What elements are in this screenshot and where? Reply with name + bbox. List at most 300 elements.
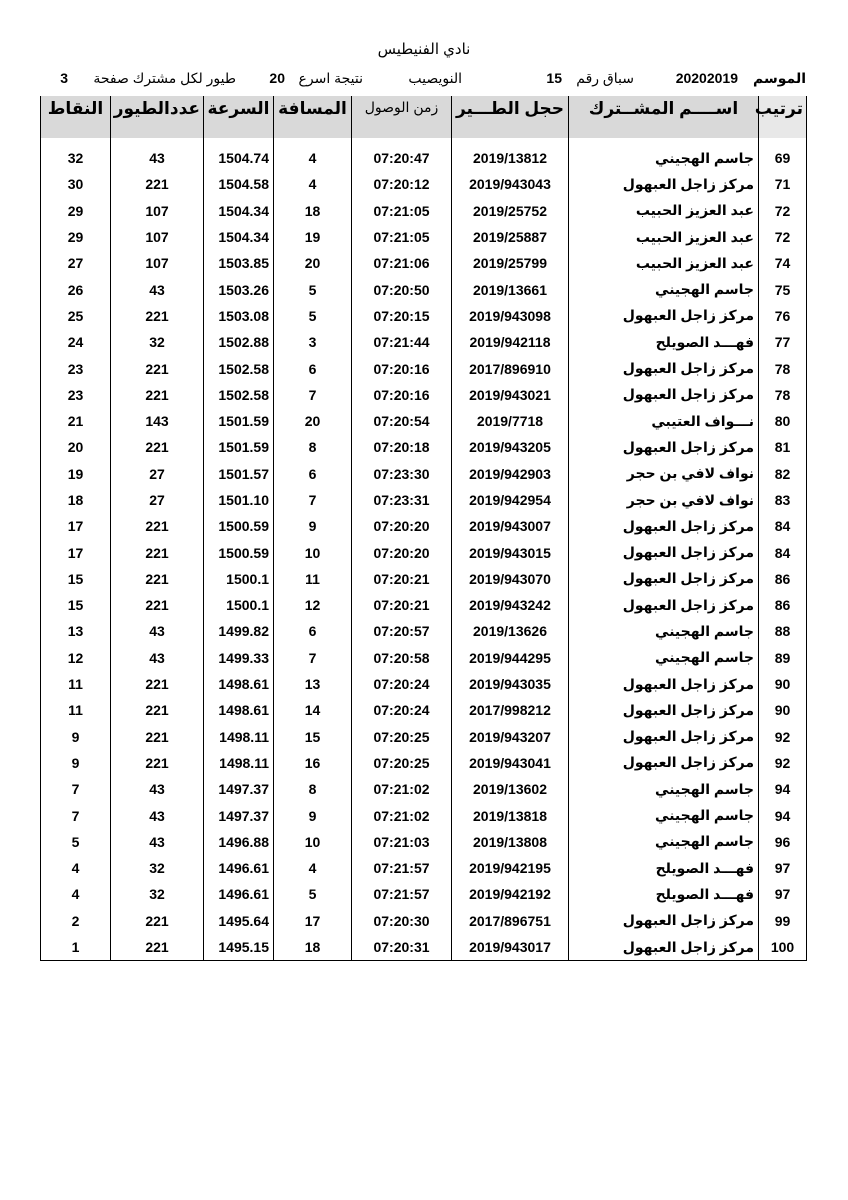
cell-time: 07:21:06: [352, 250, 452, 276]
cell-rank: 80: [759, 408, 807, 434]
cell-name: عبد العزيز الحبيب: [569, 224, 759, 250]
table-row: [41, 671, 807, 697]
cell-speed: 1500.59: [204, 539, 274, 565]
table-row: [41, 802, 807, 828]
cell-time: 07:20:57: [352, 618, 452, 644]
cell-time: 07:20:58: [352, 645, 452, 671]
col-header-distance: المسافة: [274, 96, 352, 138]
cell-rank: 82: [759, 461, 807, 487]
per-member-label: طيور لكل مشترك صفحة: [93, 70, 236, 86]
cell-distance: 18: [274, 934, 352, 961]
cell-speed: 1501.57: [204, 461, 274, 487]
cell-birds: 43: [111, 802, 204, 828]
cell-birds: 43: [111, 829, 204, 855]
cell-distance: 20: [274, 250, 352, 276]
cell-distance: 9: [274, 513, 352, 539]
cell-rank: 84: [759, 539, 807, 565]
cell-time: 07:20:24: [352, 671, 452, 697]
cell-distance: 8: [274, 434, 352, 460]
cell-points: 30: [41, 171, 111, 197]
cell-rank: 89: [759, 645, 807, 671]
cell-points: 18: [41, 487, 111, 513]
cell-ring: 2019/25752: [452, 198, 569, 224]
table-row: [41, 697, 807, 723]
cell-distance: 20: [274, 408, 352, 434]
spacer-cell: [352, 138, 452, 145]
cell-speed: 1496.88: [204, 829, 274, 855]
cell-rank: 86: [759, 566, 807, 592]
spacer-cell: [759, 138, 807, 145]
cell-points: 25: [41, 303, 111, 329]
cell-rank: 86: [759, 592, 807, 618]
spacer-cell: [274, 138, 352, 145]
table-row: [41, 171, 807, 197]
cell-speed: 1502.58: [204, 355, 274, 381]
cell-time: 07:20:18: [352, 434, 452, 460]
cell-points: 29: [41, 224, 111, 250]
cell-time: 07:20:21: [352, 566, 452, 592]
cell-name: نواف لافي بن حجر: [569, 461, 759, 487]
cell-points: 4: [41, 855, 111, 881]
cell-name: مركز زاجل العبهول: [569, 539, 759, 565]
cell-distance: 17: [274, 908, 352, 934]
cell-ring: 2019/13661: [452, 276, 569, 302]
cell-time: 07:21:57: [352, 855, 452, 881]
cell-rank: 72: [759, 224, 807, 250]
cell-ring: 2019/13818: [452, 802, 569, 828]
cell-ring: 2017/896910: [452, 355, 569, 381]
cell-speed: 1496.61: [204, 855, 274, 881]
cell-ring: 2017/998212: [452, 697, 569, 723]
cell-name: مركز زاجل العبهول: [569, 697, 759, 723]
cell-birds: 221: [111, 303, 204, 329]
cell-rank: 90: [759, 697, 807, 723]
cell-points: 26: [41, 276, 111, 302]
cell-ring: 2019/942903: [452, 461, 569, 487]
cell-time: 07:20:20: [352, 513, 452, 539]
race-name: النويصيب: [408, 70, 462, 86]
cell-time: 07:21:02: [352, 802, 452, 828]
cell-birds: 107: [111, 198, 204, 224]
table-row: [41, 145, 807, 171]
cell-rank: 78: [759, 355, 807, 381]
cell-rank: 84: [759, 513, 807, 539]
table-row: [41, 776, 807, 802]
cell-speed: 1504.34: [204, 224, 274, 250]
table-row: [41, 355, 807, 381]
cell-distance: 10: [274, 539, 352, 565]
cell-rank: 77: [759, 329, 807, 355]
cell-name: جاسم الهجيني: [569, 645, 759, 671]
cell-name: مركز زاجل العبهول: [569, 434, 759, 460]
cell-name: نـــواف العتيبي: [569, 408, 759, 434]
cell-points: 11: [41, 697, 111, 723]
cell-birds: 221: [111, 355, 204, 381]
cell-rank: 72: [759, 198, 807, 224]
cell-name: مركز زاجل العبهول: [569, 592, 759, 618]
cell-birds: 43: [111, 276, 204, 302]
cell-distance: 9: [274, 802, 352, 828]
cell-speed: 1498.61: [204, 671, 274, 697]
cell-distance: 13: [274, 671, 352, 697]
cell-rank: 96: [759, 829, 807, 855]
cell-name: فهـــد الصويلح: [569, 881, 759, 907]
col-header-speed: السرعة: [204, 96, 274, 138]
cell-birds: 107: [111, 224, 204, 250]
cell-points: 23: [41, 355, 111, 381]
cell-distance: 3: [274, 329, 352, 355]
table-row: [41, 303, 807, 329]
cell-time: 07:20:50: [352, 276, 452, 302]
cell-birds: 43: [111, 776, 204, 802]
cell-points: 20: [41, 434, 111, 460]
cell-speed: 1496.61: [204, 881, 274, 907]
cell-rank: 92: [759, 750, 807, 776]
cell-name: مركز زاجل العبهول: [569, 171, 759, 197]
col-header-ring: حجل الطـــير: [452, 96, 569, 138]
cell-time: 07:23:31: [352, 487, 452, 513]
cell-speed: 1495.15: [204, 934, 274, 961]
cell-ring: 2019/943017: [452, 934, 569, 961]
spacer-row: [41, 138, 807, 145]
table-row: [41, 934, 807, 961]
cell-points: 15: [41, 592, 111, 618]
fastest-count: 20: [269, 70, 285, 86]
cell-time: 07:20:30: [352, 908, 452, 934]
cell-birds: 221: [111, 908, 204, 934]
cell-birds: 27: [111, 461, 204, 487]
col-header-rank: ترتيب: [759, 96, 807, 138]
spacer-cell: [41, 138, 111, 145]
cell-distance: 11: [274, 566, 352, 592]
cell-ring: 2019/7718: [452, 408, 569, 434]
cell-birds: 221: [111, 171, 204, 197]
cell-ring: 2019/943205: [452, 434, 569, 460]
table-row: [41, 250, 807, 276]
cell-speed: 1495.64: [204, 908, 274, 934]
cell-points: 27: [41, 250, 111, 276]
spacer-cell: [452, 138, 569, 145]
cell-ring: 2019/943041: [452, 750, 569, 776]
race-info-line: [40, 70, 806, 90]
cell-points: 19: [41, 461, 111, 487]
cell-speed: 1501.59: [204, 434, 274, 460]
cell-time: 07:20:54: [352, 408, 452, 434]
cell-time: 07:21:03: [352, 829, 452, 855]
cell-distance: 10: [274, 829, 352, 855]
cell-distance: 4: [274, 145, 352, 171]
col-header-time: زمن الوصول: [352, 96, 452, 138]
cell-ring: 2019/943098: [452, 303, 569, 329]
cell-points: 9: [41, 750, 111, 776]
cell-time: 07:21:05: [352, 198, 452, 224]
cell-birds: 221: [111, 513, 204, 539]
cell-birds: 32: [111, 855, 204, 881]
cell-birds: 107: [111, 250, 204, 276]
cell-points: 11: [41, 671, 111, 697]
cell-ring: 2019/942192: [452, 881, 569, 907]
cell-birds: 43: [111, 645, 204, 671]
cell-birds: 27: [111, 487, 204, 513]
table-row: [41, 592, 807, 618]
cell-ring: 2019/942954: [452, 487, 569, 513]
cell-name: جاسم الهجيني: [569, 145, 759, 171]
results-table: [40, 96, 807, 961]
cell-speed: 1497.37: [204, 802, 274, 828]
col-header-birds: عددالطيور: [111, 96, 204, 138]
cell-time: 07:20:15: [352, 303, 452, 329]
cell-name: مركز زاجل العبهول: [569, 303, 759, 329]
cell-rank: 83: [759, 487, 807, 513]
cell-ring: 2019/25887: [452, 224, 569, 250]
cell-points: 15: [41, 566, 111, 592]
spacer-cell: [204, 138, 274, 145]
cell-rank: 74: [759, 250, 807, 276]
cell-speed: 1503.26: [204, 276, 274, 302]
cell-rank: 97: [759, 881, 807, 907]
cell-rank: 75: [759, 276, 807, 302]
cell-points: 4: [41, 881, 111, 907]
cell-birds: 32: [111, 329, 204, 355]
cell-birds: 221: [111, 539, 204, 565]
cell-name: جاسم الهجيني: [569, 802, 759, 828]
cell-points: 23: [41, 382, 111, 408]
spacer-cell: [569, 138, 759, 145]
cell-points: 21: [41, 408, 111, 434]
table-row: [41, 881, 807, 907]
cell-time: 07:20:31: [352, 934, 452, 961]
cell-points: 1: [41, 934, 111, 961]
cell-name: مركز زاجل العبهول: [569, 355, 759, 381]
cell-speed: 1503.85: [204, 250, 274, 276]
cell-speed: 1499.82: [204, 618, 274, 644]
cell-distance: 12: [274, 592, 352, 618]
cell-distance: 4: [274, 855, 352, 881]
cell-rank: 94: [759, 776, 807, 802]
cell-points: 17: [41, 539, 111, 565]
cell-time: 07:23:30: [352, 461, 452, 487]
cell-points: 24: [41, 329, 111, 355]
cell-name: عبد العزيز الحبيب: [569, 250, 759, 276]
table-row: [41, 198, 807, 224]
table-row: [41, 382, 807, 408]
cell-birds: 221: [111, 592, 204, 618]
cell-name: جاسم الهجيني: [569, 276, 759, 302]
cell-time: 07:20:47: [352, 145, 452, 171]
cell-ring: 2017/896751: [452, 908, 569, 934]
cell-rank: 71: [759, 171, 807, 197]
table-row: [41, 434, 807, 460]
cell-ring: 2019/942195: [452, 855, 569, 881]
cell-name: مركز زاجل العبهول: [569, 908, 759, 934]
cell-birds: 221: [111, 434, 204, 460]
cell-rank: 81: [759, 434, 807, 460]
cell-birds: 221: [111, 934, 204, 961]
cell-ring: 2019/25799: [452, 250, 569, 276]
table-row: [41, 329, 807, 355]
cell-speed: 1501.59: [204, 408, 274, 434]
cell-birds: 221: [111, 671, 204, 697]
cell-speed: 1497.37: [204, 776, 274, 802]
cell-birds: 221: [111, 750, 204, 776]
cell-time: 07:20:25: [352, 750, 452, 776]
table-row: [41, 750, 807, 776]
cell-ring: 2019/943015: [452, 539, 569, 565]
cell-name: فهـــد الصويلح: [569, 329, 759, 355]
cell-name: مركز زاجل العبهول: [569, 750, 759, 776]
table-row: [41, 487, 807, 513]
cell-ring: 2019/13602: [452, 776, 569, 802]
season-label: الموسم: [753, 70, 806, 86]
cell-name: فهـــد الصويلح: [569, 855, 759, 881]
cell-distance: 16: [274, 750, 352, 776]
table-row: [41, 618, 807, 644]
cell-ring: 2019/13808: [452, 829, 569, 855]
cell-name: مركز زاجل العبهول: [569, 382, 759, 408]
cell-speed: 1498.61: [204, 697, 274, 723]
race-number: 15: [546, 70, 562, 86]
cell-time: 07:20:16: [352, 355, 452, 381]
cell-birds: 221: [111, 382, 204, 408]
cell-birds: 143: [111, 408, 204, 434]
table-row: [41, 855, 807, 881]
cell-name: جاسم الهجيني: [569, 776, 759, 802]
cell-speed: 1498.11: [204, 724, 274, 750]
cell-distance: 18: [274, 198, 352, 224]
cell-time: 07:21:02: [352, 776, 452, 802]
cell-points: 9: [41, 724, 111, 750]
cell-birds: 221: [111, 566, 204, 592]
cell-name: عبد العزيز الحبيب: [569, 198, 759, 224]
cell-name: نواف لافي بن حجر: [569, 487, 759, 513]
cell-ring: 2019/943007: [452, 513, 569, 539]
cell-points: 32: [41, 145, 111, 171]
cell-name: جاسم الهجيني: [569, 829, 759, 855]
club-title: نادي الفنيطيس: [377, 41, 471, 58]
cell-time: 07:20:24: [352, 697, 452, 723]
cell-speed: 1500.59: [204, 513, 274, 539]
cell-name: مركز زاجل العبهول: [569, 513, 759, 539]
cell-points: 17: [41, 513, 111, 539]
cell-points: 13: [41, 618, 111, 644]
cell-birds: 43: [111, 145, 204, 171]
cell-rank: 78: [759, 382, 807, 408]
cell-points: 29: [41, 198, 111, 224]
fastest-label: نتيجة اسرع: [298, 70, 363, 86]
cell-ring: 2019/13812: [452, 145, 569, 171]
cell-time: 07:21:05: [352, 224, 452, 250]
cell-points: 7: [41, 802, 111, 828]
table-row: [41, 908, 807, 934]
cell-speed: 1500.1: [204, 566, 274, 592]
cell-distance: 4: [274, 171, 352, 197]
cell-ring: 2019/944295: [452, 645, 569, 671]
cell-ring: 2019/943242: [452, 592, 569, 618]
cell-rank: 76: [759, 303, 807, 329]
cell-distance: 7: [274, 382, 352, 408]
table-header-row: [41, 96, 807, 138]
cell-name: مركز زاجل العبهول: [569, 724, 759, 750]
cell-points: 5: [41, 829, 111, 855]
spacer-cell: [111, 138, 204, 145]
cell-distance: 15: [274, 724, 352, 750]
cell-ring: 2019/943207: [452, 724, 569, 750]
cell-speed: 1504.58: [204, 171, 274, 197]
cell-distance: 5: [274, 303, 352, 329]
col-header-points: النقاط: [41, 96, 111, 138]
cell-ring: 2019/943043: [452, 171, 569, 197]
cell-distance: 6: [274, 461, 352, 487]
cell-name: جاسم الهجيني: [569, 618, 759, 644]
cell-rank: 94: [759, 802, 807, 828]
cell-ring: 2019/943035: [452, 671, 569, 697]
cell-speed: 1498.11: [204, 750, 274, 776]
cell-rank: 97: [759, 855, 807, 881]
cell-time: 07:20:20: [352, 539, 452, 565]
cell-birds: 43: [111, 618, 204, 644]
cell-points: 7: [41, 776, 111, 802]
cell-distance: 5: [274, 276, 352, 302]
table-row: [41, 645, 807, 671]
cell-rank: 99: [759, 908, 807, 934]
table-row: [41, 829, 807, 855]
cell-ring: 2019/942118: [452, 329, 569, 355]
cell-speed: 1504.74: [204, 145, 274, 171]
table-row: [41, 566, 807, 592]
cell-speed: 1502.88: [204, 329, 274, 355]
table-row: [41, 276, 807, 302]
cell-points: 12: [41, 645, 111, 671]
cell-time: 07:20:12: [352, 171, 452, 197]
cell-distance: 5: [274, 881, 352, 907]
cell-distance: 7: [274, 645, 352, 671]
col-header-name: اســــم المشــترك: [569, 96, 759, 138]
cell-rank: 69: [759, 145, 807, 171]
cell-birds: 221: [111, 724, 204, 750]
cell-speed: 1502.58: [204, 382, 274, 408]
cell-points: 2: [41, 908, 111, 934]
cell-ring: 2019/943070: [452, 566, 569, 592]
cell-rank: 88: [759, 618, 807, 644]
table-row: [41, 224, 807, 250]
cell-speed: 1501.10: [204, 487, 274, 513]
table-row: [41, 724, 807, 750]
page-number: 3: [60, 70, 68, 86]
cell-speed: 1504.34: [204, 198, 274, 224]
cell-time: 07:20:25: [352, 724, 452, 750]
cell-time: 07:20:16: [352, 382, 452, 408]
cell-speed: 1499.33: [204, 645, 274, 671]
cell-rank: 100: [759, 934, 807, 961]
cell-name: مركز زاجل العبهول: [569, 934, 759, 961]
table-row: [41, 408, 807, 434]
cell-time: 07:21:57: [352, 881, 452, 907]
season-value: 20202019: [675, 70, 738, 86]
table-row: [41, 461, 807, 487]
cell-time: 07:20:21: [352, 592, 452, 618]
race-label: سباق رقم: [576, 70, 634, 86]
cell-speed: 1503.08: [204, 303, 274, 329]
cell-rank: 92: [759, 724, 807, 750]
cell-distance: 7: [274, 487, 352, 513]
cell-distance: 19: [274, 224, 352, 250]
cell-name: مركز زاجل العبهول: [569, 566, 759, 592]
table-row: [41, 513, 807, 539]
cell-distance: 6: [274, 618, 352, 644]
cell-time: 07:21:44: [352, 329, 452, 355]
cell-ring: 2019/13626: [452, 618, 569, 644]
cell-speed: 1500.1: [204, 592, 274, 618]
